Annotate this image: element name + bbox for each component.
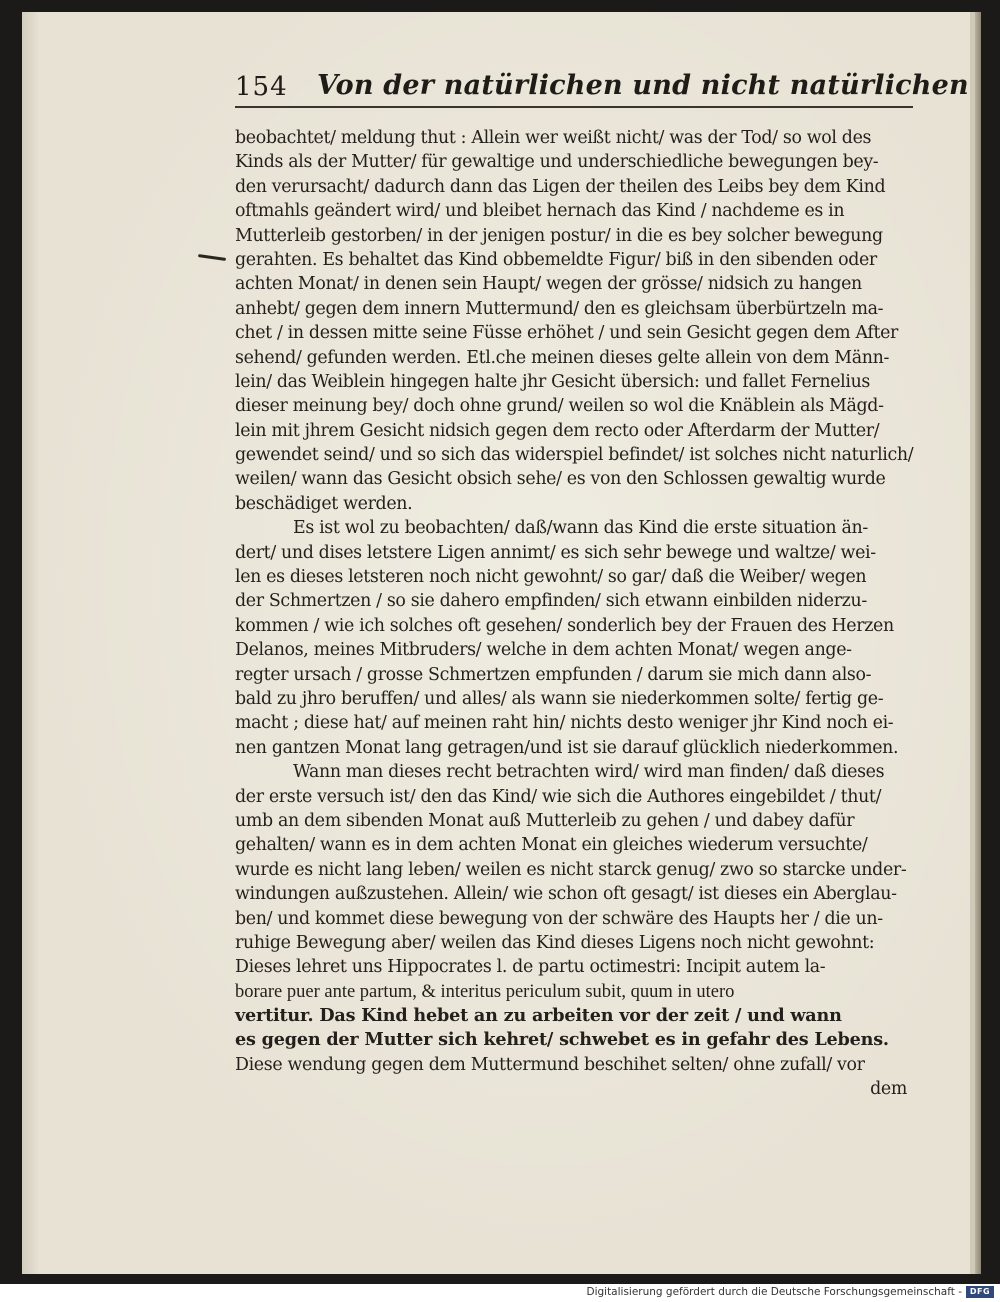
text-line: weilen/ wann das Gesicht obsich sehe/ es von den Schlossen gewaltig wurde <box>235 469 886 490</box>
text-line: Dieses lehret uns Hippocrates l. de partu octimestri: Incipit autem la- <box>235 957 826 978</box>
text-line: regter ursach / grosse Schmertzen empfunden / darum sie mich dann also- <box>235 664 872 685</box>
dfg-logo[interactable]: DFG <box>966 1286 994 1298</box>
text-line: sehend/ gefunden werden. Etl.che meinen dieses gelte allein von dem Männ- <box>235 347 890 368</box>
text-line: macht ; diese hat/ auf meinen raht hin/ nichts desto weniger jhr Kind noch ei- <box>235 713 894 734</box>
text-line: umb an dem sibenden Monat auß Mutterleib zu gehen / und dabey dafür <box>235 810 855 831</box>
page-edge <box>975 12 981 1274</box>
text-line: Delanos, meines Mitbruders/ welche in dem achten Monat/ wegen ange- <box>235 640 852 661</box>
running-head: Von der natürlichen und nicht natürlichen <box>317 70 969 101</box>
text-line: windungen außzustehen. Allein/ wie schon oft gesagt/ ist dieses ein Aberglau- <box>235 884 897 905</box>
text-line: der erste versuch ist/ den das Kind/ wie sich die Authores eingebildet / thut/ <box>235 786 882 807</box>
text-line: vertitur. Das Kind hebet an zu arbeiten vor der zeit / und wann <box>235 1005 842 1027</box>
text-line: lein mit jhrem Gesicht nidsich gegen dem recto oder Afterdarm der Mutter/ <box>235 420 880 441</box>
text-line: lein/ das Weiblein hingegen halte jhr Gesicht übersich: und fallet Fernelius <box>235 371 870 392</box>
funding-note: Digitalisierung gefördert durch die Deutsche Forschungsgemeinschaft - <box>586 1286 962 1298</box>
text-line: bald zu jhro beruffen/ und alles/ als wann sie niederkommen solte/ fertig ge- <box>235 688 884 709</box>
text-line: Wann man dieses recht betrachten wird/ wird man finden/ daß dieses <box>293 762 885 783</box>
text-line: ruhige Bewegung aber/ weilen das Kind dieses Ligens noch nicht gewohnt: <box>235 932 875 953</box>
body-text <box>235 126 913 1102</box>
text-line: nen gantzen Monat lang getragen/und ist sie darauf glücklich niederkommen. <box>235 737 899 758</box>
text-line: kommen / wie ich solches oft gesehen/ sonderlich bey der Frauen des Herzen <box>235 615 894 636</box>
text-line: dert/ und dises letstere Ligen annimt/ es sich sehr bewege und waltze/ wei- <box>235 542 876 563</box>
text-line: Mutterleib gestorben/ in der jenigen postur/ in die es bey solcher bewegung <box>235 225 883 246</box>
page-number: 154 <box>235 72 288 102</box>
text-line: beschädiget werden. <box>235 493 413 514</box>
text-line: Diese wendung gegen dem Muttermund beschihet selten/ ohne zufall/ vor <box>235 1054 865 1075</box>
text-line: der Schmertzen / so sie dahero empfinden/ sich etwann einbilden niderzu- <box>235 591 867 612</box>
text-line: beobachtet/ meldung thut : Allein wer weißt nicht/ was der Tod/ so wol des <box>235 128 872 148</box>
text-line: anhebt/ gegen dem innern Muttermund/ den es gleichsam überbürtzeln ma- <box>235 298 884 319</box>
page-header <box>235 70 969 110</box>
text-line: len es dieses letsteren noch nicht gewohnt/ so gar/ daß die Weiber/ wegen <box>235 567 867 588</box>
text-line: gehalten/ wann es in dem achten Monat ein gleiches wiederum versuchte/ <box>235 835 868 856</box>
text-line: oftmahls geändert wird/ und bleibet hernach das Kind / nachdeme es in <box>235 201 845 222</box>
text-line: dem <box>870 1079 907 1100</box>
text-line: es gegen der Mutter sich kehret/ schwebet es in gefahr des Lebens. <box>235 1029 889 1051</box>
text-line: Kinds als der Mutter/ für gewaltige und underschiedliche bewegungen bey- <box>235 152 879 173</box>
text-line: den verursacht/ dadurch dann das Ligen der theilen des Leibs bey dem Kind <box>235 176 886 197</box>
header-rule <box>235 106 913 108</box>
text-line: gerahten. Es behaltet das Kind obbemeldte Figur/ biß in den sibenden oder <box>235 249 877 270</box>
text-line: gewendet seind/ und so sich das widerspiel befindet/ ist solches nicht naturlich/ <box>235 445 914 466</box>
text-line: Es ist wol zu beobachten/ daß/wann das Kind die erste situation än- <box>293 518 868 539</box>
text-line: ben/ und kommet diese bewegung von der schwäre des Haupts her / die un- <box>235 908 883 929</box>
text-line: dieser meinung bey/ doch ohne grund/ weilen so wol die Knäblein als Mägd- <box>235 396 884 417</box>
text-line: achten Monat/ in denen sein Haupt/ wegen der grösse/ nidsich zu hangen <box>235 274 862 295</box>
text-line: wurde es nicht lang leben/ weilen es nicht starck genug/ zwo so starcke under- <box>235 859 907 880</box>
text-line: borare puer ante partum, & interitus periculum subit, quum in utero <box>235 981 735 1002</box>
footer-bar <box>0 1284 1000 1302</box>
text-line: chet / in dessen mitte seine Füsse erhöhet / und sein Gesicht gegen dem After <box>235 323 899 344</box>
